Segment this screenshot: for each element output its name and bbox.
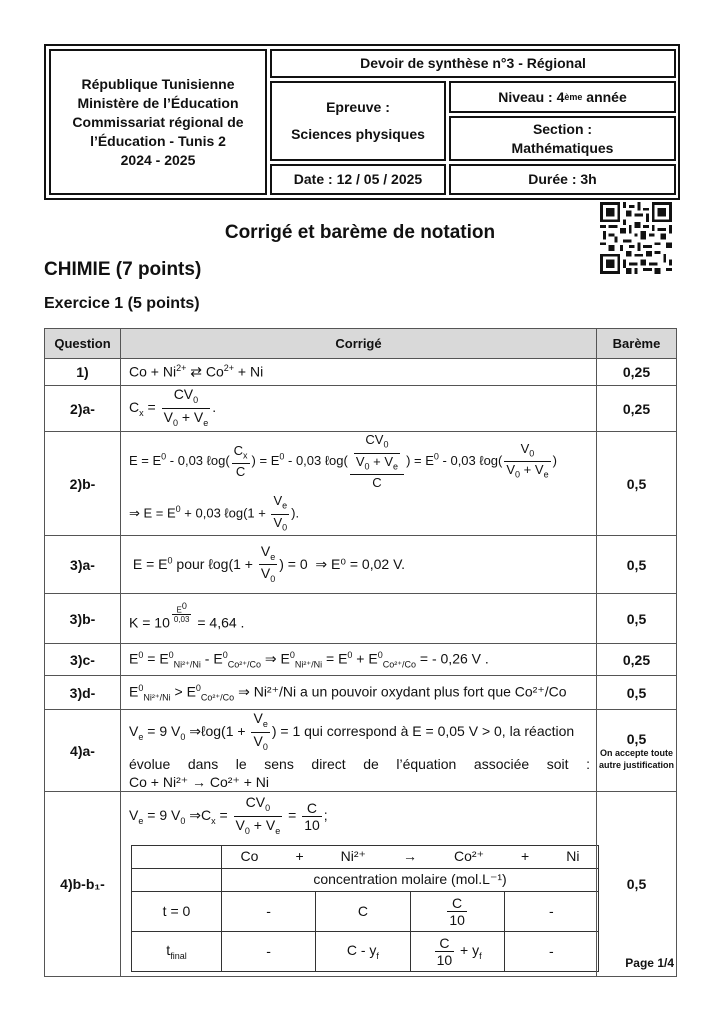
score: 0,5 bbox=[597, 594, 677, 644]
answer-cell: $E^0 = E^0_{Ni^{2+}/Ni} - E^0_{Co^{2+}/Co}$ ⇒ $E^0_{Ni^{2+}/Ni} = E^0 + E^0_{Co^{2+}/Co}$ = - 0,26 V . bbox=[121, 644, 597, 676]
header-question: Question bbox=[45, 329, 121, 359]
reaction-equation-row bbox=[132, 845, 599, 868]
species-co2: Co²⁺ bbox=[454, 848, 484, 865]
niveau-suffix: année bbox=[582, 88, 627, 105]
t0-ni2: C bbox=[316, 891, 410, 931]
r3b-result: = 4,64 . bbox=[197, 613, 245, 630]
question-label: 2)b- bbox=[45, 432, 121, 536]
niveau-sup: ème bbox=[564, 91, 583, 102]
answer-cell: K = 10 $^{\frac{E^0}{0,03}}$ = 4,64 . bbox=[121, 594, 597, 644]
question-label: 3)d- bbox=[45, 676, 121, 710]
species-ni2: Ni²⁺ bbox=[340, 848, 366, 865]
score: 0,25 bbox=[597, 359, 677, 386]
r3c-result: - 0,26 V . bbox=[431, 650, 489, 667]
page-number: Page 1/4 bbox=[625, 956, 674, 970]
question-label: 2)a- bbox=[45, 386, 121, 432]
niveau-prefix: Niveau : 4 bbox=[498, 88, 565, 105]
question-label: 4)b-b₁- bbox=[45, 791, 121, 976]
question-label: 4)a- bbox=[45, 710, 121, 792]
section-label: Section : bbox=[532, 120, 593, 137]
institution-box bbox=[49, 49, 267, 195]
tf-co2: $\frac{C}{10}$ + $y_f$ bbox=[410, 931, 504, 971]
r4a-line2: évolue dans le sens direct de l’équation associée soit : bbox=[129, 755, 590, 772]
question-label: 3)b- bbox=[45, 594, 121, 644]
r3d-text: Ni²⁺/Ni a un pouvoir oxydant plus fort que Co²⁺/Co bbox=[253, 683, 567, 700]
answer-cell: $E^0_{Ni^{2+}/Ni} > E^0_{Co^{2+}/Co}$ ⇒ Ni²⁺/Ni a un pouvoir oxydant plus fort que Co²⁺/Co bbox=[121, 676, 597, 710]
tf-label: $t_{final}$ bbox=[132, 931, 222, 971]
table-row bbox=[45, 676, 677, 710]
score: 0,5 bbox=[597, 432, 677, 536]
tf-ni: - bbox=[504, 931, 598, 971]
table-row bbox=[45, 536, 677, 594]
species-co: Co bbox=[240, 848, 259, 865]
exam-date: Date : 12 / 05 / 2025 bbox=[270, 164, 446, 195]
header-corrige: Corrigé bbox=[121, 329, 597, 359]
species-ni: Ni bbox=[566, 848, 580, 865]
tf-ni2: C - $y_f$ bbox=[316, 931, 410, 971]
answer-cell: $V_e = 9$ $V_0$ $\Rightarrow C_x$ = $\frac{CV_0}{V_0 + V_e}$ = $\frac{C}{10}$ ; Co + Ni²⁺ → Co²⁺ + Ni concentration molaire (mol.L⁻¹) t = 0 - C $\frac{C}{10}$ - $t_{final}$ - C - $y_f$ $\frac{C}{10}$ + $y_f$ - bbox=[121, 791, 597, 976]
tf-row bbox=[132, 931, 599, 971]
score: 0,5 bbox=[597, 676, 677, 710]
header-bareme: Barème bbox=[597, 329, 677, 359]
question-label: 1) bbox=[45, 359, 121, 386]
table-row bbox=[45, 359, 677, 386]
arrow-right-icon: → bbox=[402, 848, 417, 865]
epreuve-label: Epreuve : bbox=[326, 99, 390, 115]
r3a-result: E⁰ = 0,02 V. bbox=[331, 555, 406, 572]
answer-cell: $E = E^0 - 0,03$ ℓog( $\frac{C_x}{C}$ ) = $E^0 - 0,03$ ℓog( $\frac{\frac{CV_0}{V_0 + V_e}}{C}$ ) = $E^0 - 0,03$ ℓog( $\frac{V_0}{V_0 + V_e}$ ) ⇒ $E = E^0 + 0,03$ ℓog(1 + $\frac{V_e}{V_0}$ ). bbox=[121, 432, 597, 536]
institution-line: République Tunisienne bbox=[81, 75, 235, 92]
table-row bbox=[45, 791, 677, 976]
answer-cell: $C_x$ = $\frac{CV_0}{V_0 + V_e}$ . bbox=[121, 386, 597, 432]
table-row bbox=[45, 644, 677, 676]
correction-table bbox=[44, 328, 677, 977]
question-label: 3)a- bbox=[45, 536, 121, 594]
concentration-label: concentration molaire (mol.L⁻¹) bbox=[222, 868, 599, 891]
table-row bbox=[45, 432, 677, 536]
epreuve-box bbox=[270, 81, 446, 161]
t0-co: - bbox=[222, 891, 316, 931]
answer-cell: $E = E^0$ pour ℓog(1 + $\frac{V_e}{V_0}$ ) = 0 ⇒ E⁰ = 0,02 V. bbox=[121, 536, 597, 594]
score: 0,25 bbox=[597, 386, 677, 432]
r4a-line1: ) = 1 qui correspond à E = 0,05 V > 0, la réaction bbox=[271, 723, 575, 740]
species-plus: + bbox=[295, 848, 304, 865]
t0-label: t = 0 bbox=[132, 891, 222, 931]
score-note: On accepte toute autre justification bbox=[598, 747, 674, 770]
t0-row bbox=[132, 891, 599, 931]
epreuve-value: Sciences physiques bbox=[291, 126, 425, 142]
score: 0,5 bbox=[597, 791, 677, 976]
table-row bbox=[45, 710, 677, 792]
exercise-heading: Exercice 1 (5 points) bbox=[44, 295, 200, 312]
section-box bbox=[449, 116, 676, 161]
school-year: 2024 - 2025 bbox=[120, 151, 196, 168]
r4a-line3: Co + Ni²⁺ → Co²⁺ + Ni bbox=[129, 773, 270, 790]
score-cell bbox=[597, 710, 677, 792]
tf-co: - bbox=[222, 931, 316, 971]
exam-duration: Durée : 3h bbox=[449, 164, 676, 195]
table-row bbox=[45, 594, 677, 644]
answer-cell: $Co + Ni^{2+}$ ⇄ $Co^{2+} + Ni$ bbox=[121, 359, 597, 386]
score: 0,5 bbox=[597, 536, 677, 594]
institution-line: Commissariat régional de l’Éducation - Tunis 2 bbox=[72, 113, 244, 149]
answer-cell: $V_e = 9$ $V_0$ ⇒ℓog(1 + $\frac{V_e}{V_0}$ ) = 1 qui correspond à E = 0,05 V > 0, la réaction évolue dans le sens direct de l’équation associée soit : Co + Ni²⁺ → Co²⁺ + Ni bbox=[121, 710, 597, 792]
concentration-row bbox=[132, 868, 599, 891]
question-label: 3)c- bbox=[45, 644, 121, 676]
niveau-box bbox=[449, 81, 676, 113]
score: 0,25 bbox=[597, 644, 677, 676]
species-plus: + bbox=[521, 848, 530, 865]
score: 0,5 bbox=[626, 730, 647, 747]
subject-heading: CHIMIE (7 points) bbox=[44, 259, 202, 280]
page-title: Corrigé et barème de notation bbox=[224, 222, 496, 243]
section-value: Mathématiques bbox=[511, 139, 614, 156]
table-header-row bbox=[45, 329, 677, 359]
reaction-table bbox=[131, 845, 599, 972]
table-row bbox=[45, 386, 677, 432]
institution-line: Ministère de l’Éducation bbox=[77, 94, 239, 111]
t0-ni: - bbox=[504, 891, 598, 931]
exam-header bbox=[44, 44, 680, 200]
t0-co2: $\frac{C}{10}$ bbox=[410, 891, 504, 931]
exam-title: Devoir de synthèse n°3 - Régional bbox=[270, 49, 676, 78]
